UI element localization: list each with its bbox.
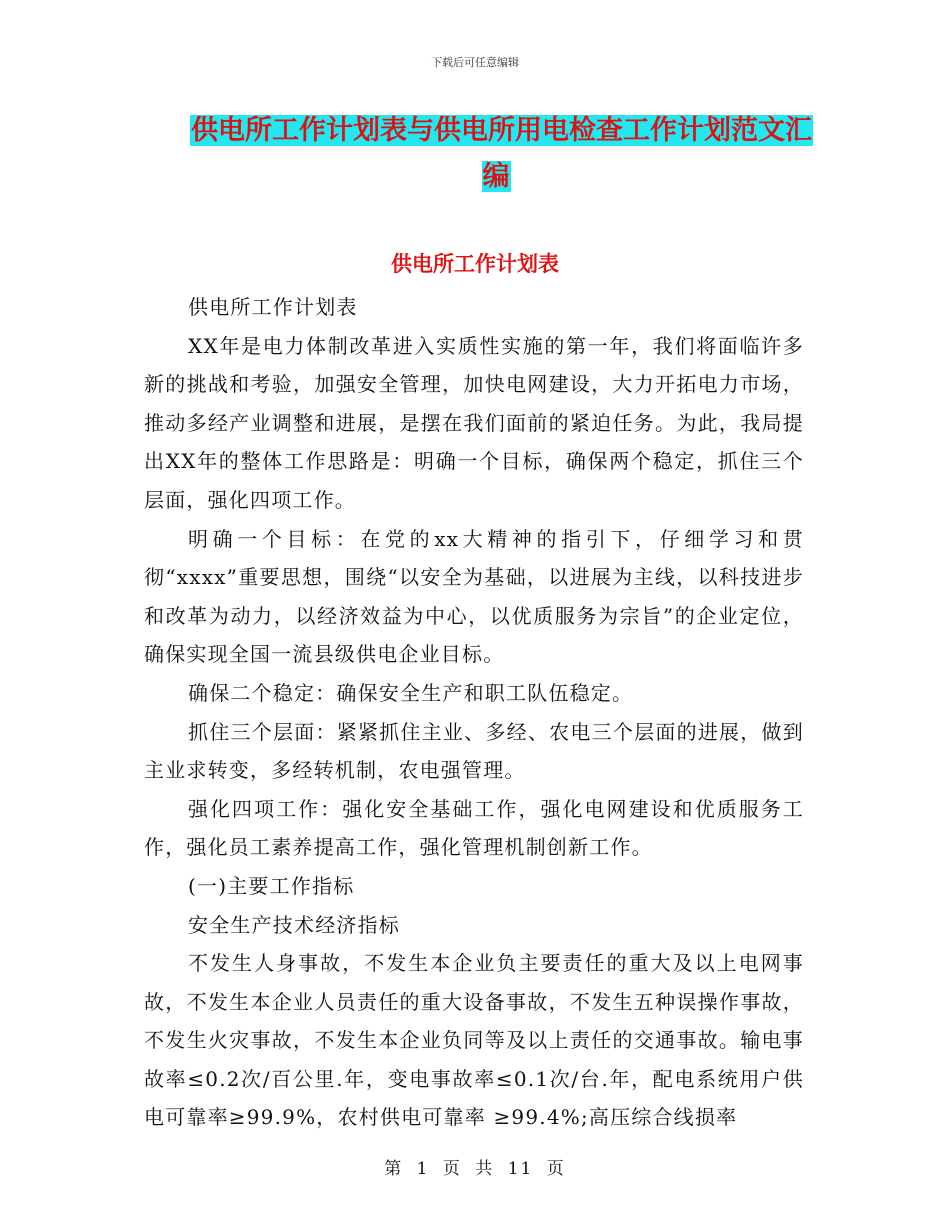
page-header-note: 下载后可任意编辑 bbox=[431, 56, 519, 69]
document-title-line2: 编 bbox=[482, 161, 510, 192]
paragraph: 不发生人身事故，不发生本企业负主要责任的重大及以上电网事故，不发生本企业人员责任的重大设备事故，不发生五种误操作事故，不发生火灾事故，不发生本企业负同等及以上责任的交通事故。输电事故率≤0.2次/百公里.年，变电事故率≤0.1次/台.年，配电系统用户供电可靠率≥99.9%，农村供电可靠率 ≥99.4%;高压综合线损率 bbox=[144, 951, 804, 1130]
paragraph: 安全生产技术经济指标 bbox=[188, 912, 400, 937]
paragraph: (一)主要工作指标 bbox=[188, 873, 355, 898]
document-title-line1: 供电所工作计划表与供电所用电检查工作计划范文汇 bbox=[191, 115, 812, 146]
paragraph: 明确一个目标：在党的xx大精神的指引下，仔细学习和贯彻“xxxx”重要思想，围绕“以安全为基础，以进展为主线，以科技进步和改革为动力，以经济效益为中心，以优质服务为宗旨”的企业定位，确保实现全国一流县级供电企业目标。 bbox=[144, 526, 804, 667]
paragraph: 抓住三个层面：紧紧抓住主业、多经、农电三个层面的进展，做到主业求转变，多经转机制，农电强管理。 bbox=[144, 719, 804, 783]
section-heading: 供电所工作计划表 bbox=[391, 251, 559, 276]
paragraph: 供电所工作计划表 bbox=[188, 295, 358, 319]
paragraph: XX年是电力体制改革进入实质性实施的第一年，我们将面临许多新的挑战和考验，加强安全管理，加快电网建设，大力开拓电力市场，推动多经产业调整和进展，是摆在我们面前的紧迫任务。为此，我局提出XX年的整体工作思路是：明确一个目标，确保两个稳定，抓住三个层面，强化四项工作。 bbox=[144, 333, 804, 512]
paragraph: 强化四项工作：强化安全基础工作，强化电网建设和优质服务工作，强化员工素养提高工作，强化管理机制创新工作。 bbox=[144, 796, 804, 860]
paragraph: 确保二个稳定：确保安全生产和职工队伍稳定。 bbox=[188, 680, 634, 705]
document-body bbox=[144, 288, 804, 1137]
document-title bbox=[190, 108, 820, 200]
page-footer: 第 1 页 共 11 页 bbox=[384, 1159, 566, 1179]
